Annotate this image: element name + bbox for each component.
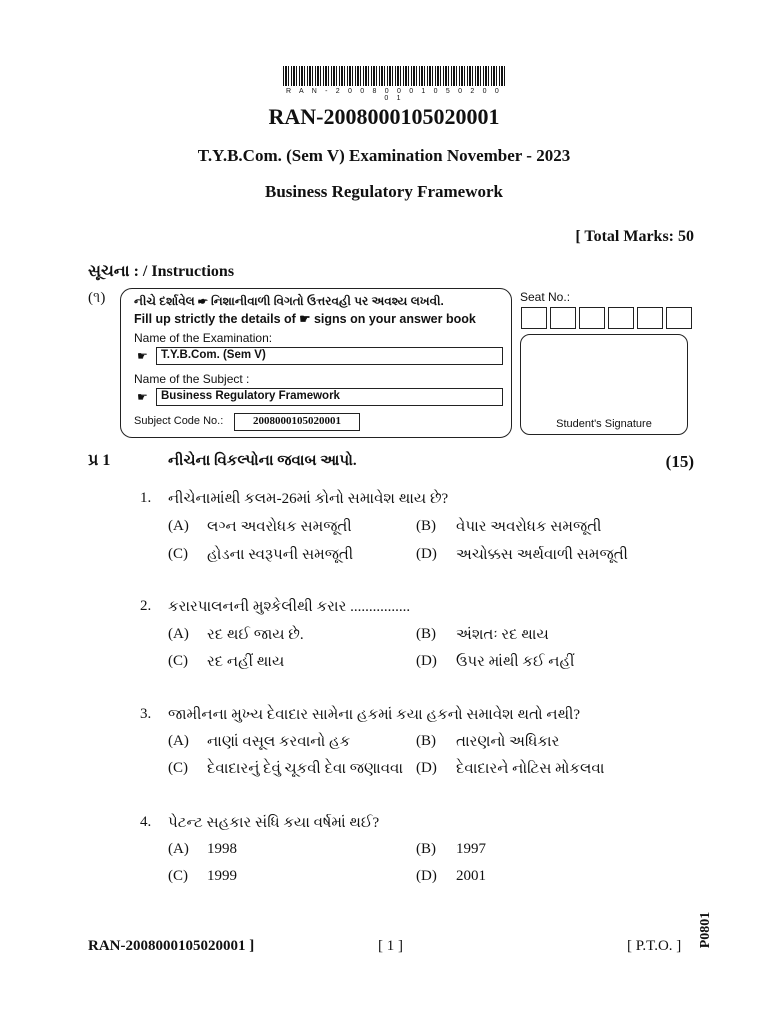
signature-label: Student's Signature	[556, 418, 652, 430]
pointer-icon: ☛	[137, 390, 148, 404]
seat-digit-box	[579, 307, 605, 329]
question-instruction: નીચેના વિકલ્પોના જવાબ આપો.	[168, 453, 357, 469]
option-text: દેવાદારનું દેવું ચૂકવી દેવા જણાવવા	[207, 761, 404, 777]
subject-name-field: Business Regulatory Framework	[156, 388, 503, 406]
instructions-heading: સૂચના : / Instructions	[88, 263, 235, 280]
option-text: તારણનો અધિકાર	[456, 734, 560, 750]
subject-title: Business Regulatory Framework	[265, 182, 503, 201]
option-label: (D)	[416, 760, 437, 776]
seat-digit-box	[637, 307, 663, 329]
seat-number-label: Seat No.:	[520, 290, 571, 304]
option-label: (B)	[416, 626, 436, 642]
instruction-line-gujarati: નીચે દર્શાવેલ ☛ નિશાનીવાળી વિગતો ઉત્તરવહી પર અવશ્ય લખવી.	[134, 294, 444, 308]
question-marks: (15)	[665, 452, 694, 471]
option-label: (C)	[168, 868, 188, 884]
option-label: (D)	[416, 868, 437, 884]
option-label: (B)	[416, 733, 436, 749]
option-text: અંશતઃ રદ થાય	[456, 627, 549, 643]
seat-digit-box	[666, 307, 692, 329]
option-text: રદ નહીં થાય	[207, 654, 285, 670]
option-text: હોડના સ્વરૂપની સમજૂતી	[207, 547, 354, 563]
total-marks: [ Total Marks: 50	[575, 228, 694, 245]
question-text: નીચેનામાંથી કલમ-26માં કોનો સમાવેશ થાય છે?	[168, 491, 449, 507]
subject-code-field: 2008000105020001	[234, 413, 360, 431]
option-label: (D)	[416, 546, 437, 562]
question-item-number: 2.	[140, 598, 152, 614]
footer-pto: [ P.T.O. ]	[627, 938, 682, 954]
seat-number-boxes	[521, 307, 692, 329]
subject-code-label: Subject Code No.:	[134, 415, 224, 427]
option-label: (C)	[168, 760, 188, 776]
option-label: (B)	[416, 841, 436, 857]
option-text: ઉપર માંથી કઈ નહીં	[456, 654, 575, 670]
exam-name-label: Name of the Examination:	[134, 331, 273, 345]
option-text: 1997	[456, 841, 486, 857]
instruction-line-english: Fill up strictly the details of ☛ signs on your answer book	[134, 312, 476, 326]
question-item-number: 4.	[140, 814, 152, 830]
exam-name-field: T.Y.B.Com. (Sem V)	[156, 347, 503, 365]
option-label: (A)	[168, 626, 189, 642]
instruction-number: (૧)	[88, 290, 106, 306]
option-label: (C)	[168, 653, 188, 669]
option-label: (D)	[416, 653, 437, 669]
option-text: 1999	[207, 868, 237, 884]
option-text: દેવાદારને નોટિસ મોકલવા	[456, 761, 605, 777]
option-text: 1998	[207, 841, 237, 857]
footer-side-code: P0801	[698, 911, 713, 949]
seat-digit-box	[521, 307, 547, 329]
question-text: પેટન્ટ સહકાર સંધિ કયા વર્ષમાં થઈ?	[168, 815, 380, 831]
option-label: (A)	[168, 518, 189, 534]
question-text: કરારપાલનની મુશ્કેલીથી કરાર ................	[168, 599, 411, 615]
subject-name-label: Name of the Subject :	[134, 372, 250, 386]
question-number: પ્ર 1	[88, 452, 111, 469]
question-item-number: 1.	[140, 490, 152, 506]
pointer-icon: ☛	[137, 349, 148, 363]
option-text: વેપાર અવરોધક સમજૂતી	[456, 519, 602, 535]
option-label: (A)	[168, 841, 189, 857]
option-text: લગ્ન અવરોધક સમજૂતી	[207, 519, 352, 535]
barcode	[283, 66, 505, 86]
option-text: અચોક્કસ અર્થવાળી સમજૂતી	[456, 547, 628, 563]
option-label: (C)	[168, 546, 188, 562]
barcode-text: R A N - 2 0 0 8 0 0 0 1 0 5 0 2 0 0 0 1	[286, 88, 502, 102]
option-text: નાણાં વસૂલ કરવાનો હક	[207, 734, 351, 750]
option-label: (A)	[168, 733, 189, 749]
option-text: રદ થઈ જાય છે.	[207, 627, 304, 643]
seat-digit-box	[608, 307, 634, 329]
exam-title: T.Y.B.Com. (Sem V) Examination November - 2023	[197, 146, 571, 165]
option-label: (B)	[416, 518, 436, 534]
question-text: જામીનના મુખ્ય દેવાદાર સામેના હકમાં કયા હકનો સમાવેશ થતો નથી?	[168, 707, 581, 723]
paper-code-title: RAN-2008000105020001	[268, 104, 500, 129]
seat-digit-box	[550, 307, 576, 329]
footer-page-number: [ 1 ]	[378, 938, 403, 954]
option-text: 2001	[456, 868, 486, 884]
footer-paper-code: RAN-2008000105020001 ]	[88, 938, 255, 954]
question-item-number: 3.	[140, 706, 152, 722]
